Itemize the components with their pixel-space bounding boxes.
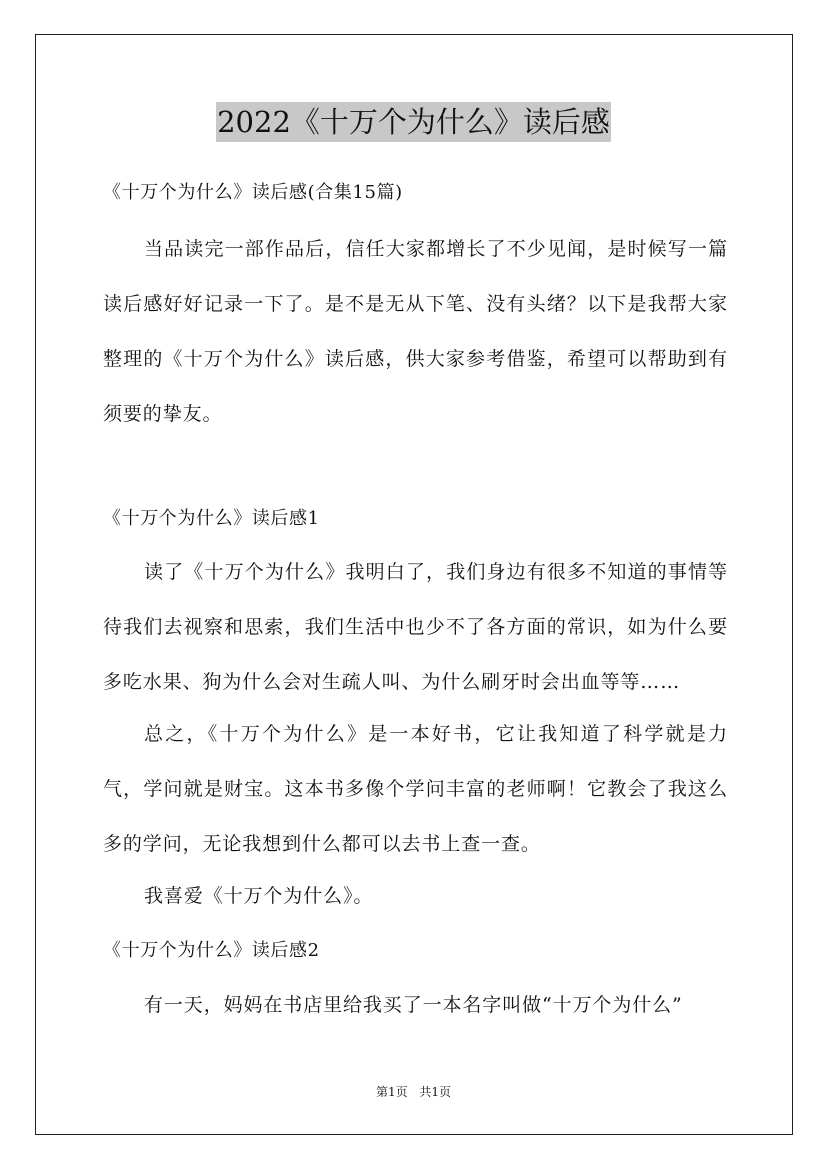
page-count: 共1页 — [419, 1085, 452, 1099]
page-number: 第1页 — [375, 1085, 408, 1099]
section-1-paragraph-2: 总之，《十万个为什么》是一本好书，它让我知道了科学就是力气，学问就是财宝。这本书多像个学问丰富的老师啊！它教会了我这么多的学问，无论我想到什么都可以去书上查一查。 — [103, 723, 728, 855]
section-2-paragraph-1: 有一天，妈妈在书店里给我买了一本名字叫做“十万个为什么” — [144, 994, 683, 1016]
page-footer — [0, 1082, 827, 1102]
title-wrap — [0, 102, 827, 142]
intro-paragraph: 当品读完一部作品后，信任大家都增长了不少见闻，是时候写一篇读后感好好记录一下了。是不是无从下笔、没有头绪？以下是我帮大家整理的《十万个为什么》读后感，供大家参考借鉴，希望可以帮助到有须要的挚友。 — [103, 238, 728, 425]
document-title: 2022《十万个为什么》读后感 — [216, 102, 611, 142]
section-heading-2: 《十万个为什么》读后感2 — [103, 940, 320, 961]
section-heading-1: 《十万个为什么》读后感1 — [103, 508, 320, 529]
section-1-paragraph-1: 读了《十万个为什么》我明白了，我们身边有很多不知道的事情等待我们去视察和思索，我们生活中也少不了各方面的常识，如为什么要多吃水果、狗为什么会对生疏人叫、为什么刷牙时会出血等等…… — [103, 561, 728, 693]
section-1-paragraph-3: 我喜爱《十万个为什么》。 — [144, 885, 374, 907]
document-subtitle: 《十万个为什么》读后感(合集15篇) — [103, 182, 403, 203]
